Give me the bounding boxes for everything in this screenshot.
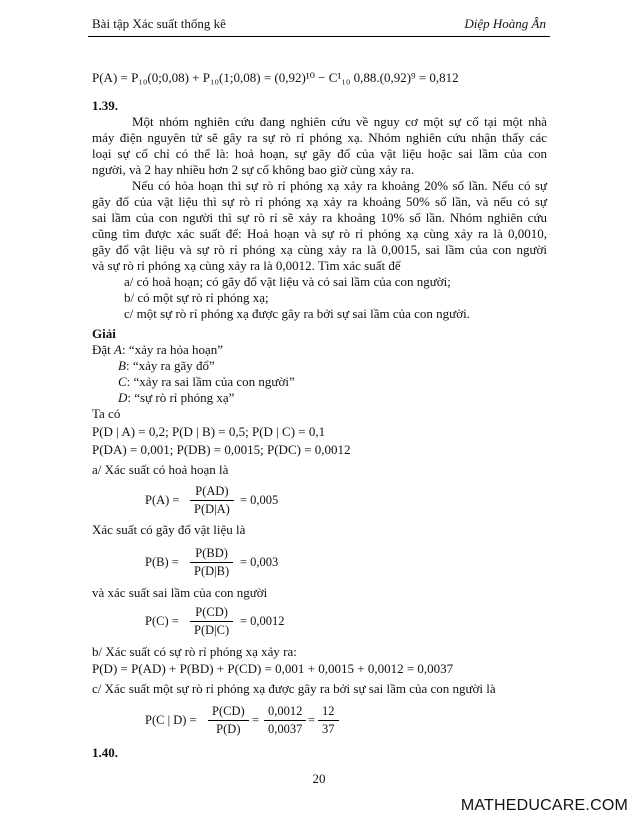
part-c-text: c/ Xác suất một sự rò rỉ phóng xạ được gây ra bởi sự sai lầm của con người là [92, 681, 496, 696]
def-b: B: “xảy ra gãy đổ” [118, 358, 215, 373]
problem-line: cũng tìm được xác suất để: Hoả hoạn và sự rò rỉ phóng xạ cùng xảy ra là 0,0010, [92, 226, 547, 241]
problem-line: máy điện nguyên tử sẽ gây ra sự rò rỉ phóng xạ. Nhóm nghiên cứu nhận thấy các [92, 130, 547, 145]
problem-line: Nếu có hỏa hoạn thì sự rò rỉ phóng xạ xảy ra khoảng 20% số lần. Nếu có sự [132, 178, 547, 193]
problem-item-b: b/ có một sự rò rỉ phóng xạ; [124, 290, 269, 305]
watermark: MATHEDUCARE.COM [460, 797, 628, 814]
part-b1-rhs: = 0,003 [240, 555, 279, 569]
given-conditional: P(D | A) = 0,2; P(D | B) = 0,5; P(D | C) = 0,1 [92, 424, 326, 439]
part-b1-fraction [190, 546, 233, 579]
part-b1-denominator: P(D|B) [194, 564, 230, 578]
part-b-equation: P(D) = P(AD) + P(BD) + P(CD) = 0,001 + 0,0015 + 0,0012 = 0,0037 [92, 661, 454, 676]
header-title: Bài tập Xác suất thống kê [92, 16, 226, 31]
top-equation: P(A) = P₁₀(0;0,08) + P₁₀(1;0,08) = (0,92)¹⁰ − C¹₁₀ 0,88.(0,92)⁹ = 0,812 [92, 70, 459, 85]
part-c-numerator-2: 0,0012 [264, 704, 306, 721]
part-c1-numerator: P(CD) [190, 605, 233, 622]
problem-line: gãy đổ của vật liệu thì sự rò rỉ phóng xạ xảy ra khoảng 50% số lần, và nếu có sự [92, 194, 547, 209]
problem-line: người, và 2 hay nhiều hơn 2 sự cố không bao giờ cùng xảy ra. [92, 162, 415, 177]
problem-line: gãy đổ vật liệu và sự rò rỉ phóng xạ cùng xảy ra là 0,0015, sai lầm của con người [92, 242, 547, 257]
part-c1-text: và xác suất sai lầm của con người [92, 585, 268, 600]
part-c1-lhs: P(C) = [145, 614, 179, 628]
part-c-equals-2: = [308, 713, 316, 727]
header-author: Diệp Hoàng Ân [464, 16, 546, 31]
problem-item-a: a/ có hoả hoạn; có gãy đổ vật liệu và có sai lầm của con người; [124, 274, 451, 289]
problem-line: và sự rò rỉ phóng xạ cùng xảy ra là 0,0012. Tìm xác suất để [92, 258, 401, 273]
part-a-fraction [190, 484, 234, 517]
problem-line: Một nhóm nghiên cứu đang nghiên cứu về nguy cơ một sự cố tại một nhà [132, 114, 547, 129]
part-b-text: b/ Xác suất có sự rò rỉ phóng xạ xảy ra: [92, 644, 297, 659]
ta-co: Ta có [92, 406, 121, 421]
def-d: D: “sự rò rỉ phóng xạ” [118, 390, 235, 405]
part-b1-text: Xác suất có gãy đổ vật liệu là [92, 522, 246, 537]
def-c: C: “xảy ra sai lầm của con người” [118, 374, 295, 389]
part-c-lhs: P(C | D) = [145, 713, 197, 727]
solution-heading: Giải [92, 326, 116, 341]
part-c-denominator-1: P(D) [216, 722, 241, 736]
given-joint: P(DA) = 0,001; P(DB) = 0,0015; P(DC) = 0,0012 [92, 442, 351, 457]
def-a: Đặt A: “xảy ra hỏa hoạn” [92, 342, 224, 357]
part-b1-lhs: P(B) = [145, 555, 179, 569]
part-b1-numerator: P(BD) [190, 546, 233, 563]
part-c-numerator-3: 12 [318, 704, 339, 721]
part-a-numerator: P(AD) [190, 484, 234, 501]
problem-line: loại sự cố chỉ có thể là: hoả hoạn, sự gãy đổ của vật liệu hoặc sai lầm của con [92, 146, 547, 161]
problem-line: sai lầm của con người thì sự rò rỉ sẽ xảy ra khoảng 10% số lần. Nhóm nghiên cứu [92, 210, 547, 225]
part-c-fraction-2 [264, 704, 306, 737]
problem-item-c: c/ một sự rò rỉ phóng xạ được gây ra bởi sự sai lầm của con người. [124, 306, 470, 321]
part-a-rhs: = 0,005 [240, 493, 279, 507]
part-c-fraction-1 [208, 704, 249, 737]
part-c1-denominator: P(D|C) [194, 623, 230, 637]
part-c1-fraction [190, 605, 233, 638]
part-c-numerator-1: P(CD) [208, 704, 249, 721]
part-a-text: a/ Xác suất có hoả hoạn là [92, 462, 229, 477]
part-c-equals-1: = [252, 713, 260, 727]
part-c1-rhs: = 0,0012 [240, 614, 285, 628]
page-number: 20 [312, 771, 326, 786]
part-c-denominator-3: 37 [322, 722, 335, 736]
header-rule [88, 36, 550, 37]
part-a-denominator: P(D|A) [194, 502, 230, 516]
next-problem-number: 1.40. [92, 745, 118, 760]
problem-number: 1.39. [92, 98, 118, 113]
part-a-lhs: P(A) = [145, 493, 180, 507]
part-c-fraction-3 [318, 704, 339, 737]
part-c-denominator-2: 0,0037 [268, 722, 303, 736]
